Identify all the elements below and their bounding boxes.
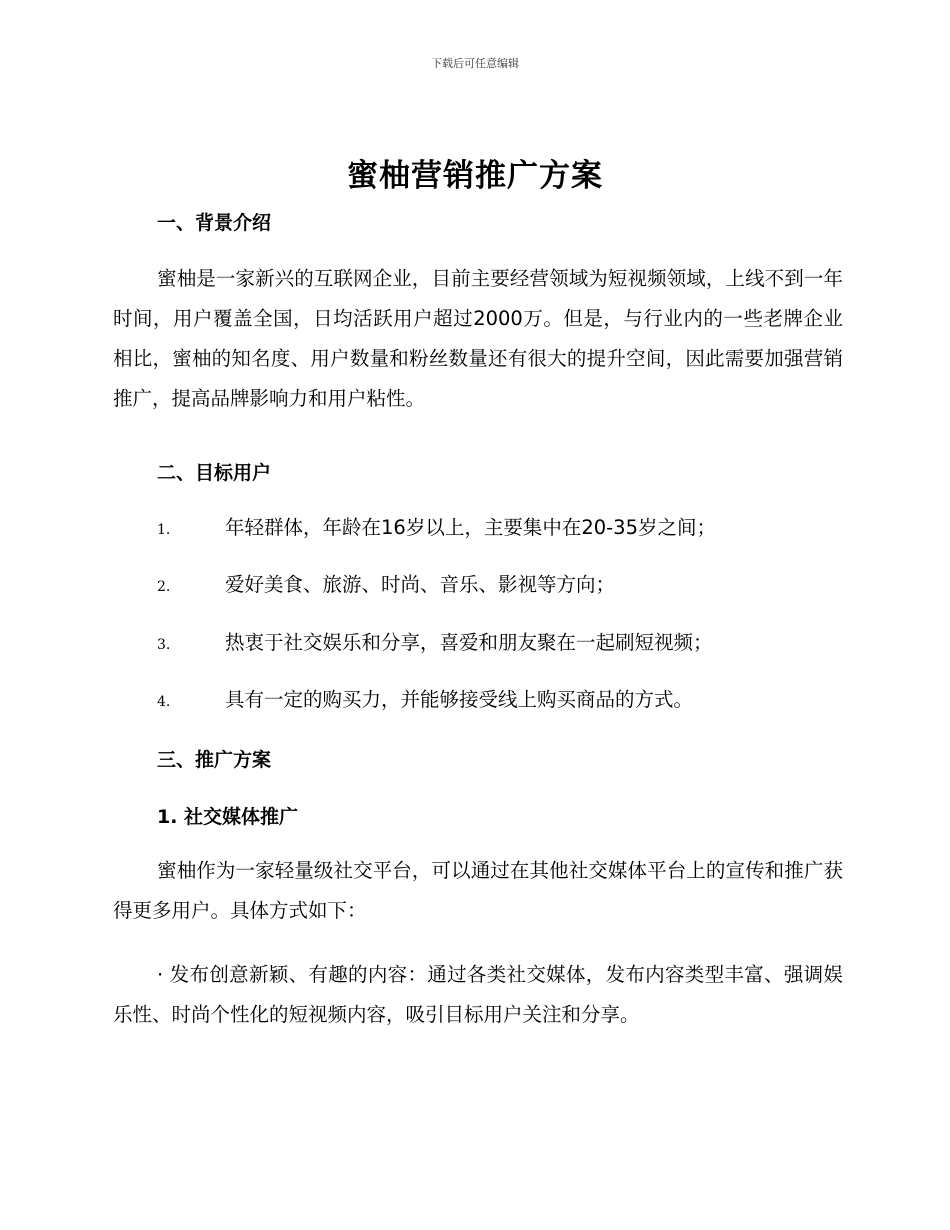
- social-media-paragraph-text: 蜜柚作为一家轻量级社交平台，可以通过在其他社交媒体平台上的宣传和推广获得更多用户。具体方式如下：: [113, 859, 843, 922]
- list-text: 热衷于社交娱乐和分享，喜爱和朋友聚在一起刷短视频；: [225, 631, 713, 654]
- list-text: 爱好美食、旅游、时尚、音乐、影视等方向；: [225, 573, 616, 596]
- background-paragraph: [113, 259, 843, 419]
- header-note: 下载后可任意编辑: [431, 57, 519, 70]
- list-item: [157, 685, 693, 715]
- list-number: 1.: [157, 522, 171, 538]
- list-number: 4.: [157, 694, 171, 710]
- list-number: 2.: [157, 579, 171, 595]
- list-number: 3.: [157, 637, 171, 653]
- list-text: 具有一定的购买力，并能够接受线上购买商品的方式。: [225, 688, 694, 711]
- section-heading-background: 一、背景介绍: [157, 212, 272, 234]
- list-item: [157, 513, 716, 543]
- list-item: [157, 628, 713, 658]
- bullet-paragraph: [113, 955, 843, 1035]
- subsection-heading-social-media: 1. 社交媒体推广: [157, 806, 299, 828]
- list-text: 年轻群体，年龄在16岁以上，主要集中在20-35岁之间；: [225, 516, 716, 539]
- background-paragraph-text: 蜜柚是一家新兴的互联网企业，目前主要经营领域为短视频领域，上线不到一年时间，用户覆盖全国，日均活跃用户超过2000万。但是，与行业内的一些老牌企业相比，蜜柚的知名度、用户数量和粉丝数量还有很大的提升空间，因此需要加强营销推广，提高品牌影响力和用户粘性。: [113, 267, 843, 410]
- document-title: 蜜柚营销推广方案: [347, 158, 603, 194]
- section-heading-promotion-plan: 三、推广方案: [157, 749, 272, 771]
- section-heading-target-users: 二、目标用户: [157, 462, 272, 484]
- bullet-paragraph-text: · 发布创意新颖、有趣的内容：通过各类社交媒体，发布内容类型丰富、强调娱乐性、时尚个性化的短视频内容，吸引目标用户关注和分享。: [113, 963, 843, 1026]
- list-item: [157, 570, 615, 600]
- social-media-paragraph: [113, 851, 843, 931]
